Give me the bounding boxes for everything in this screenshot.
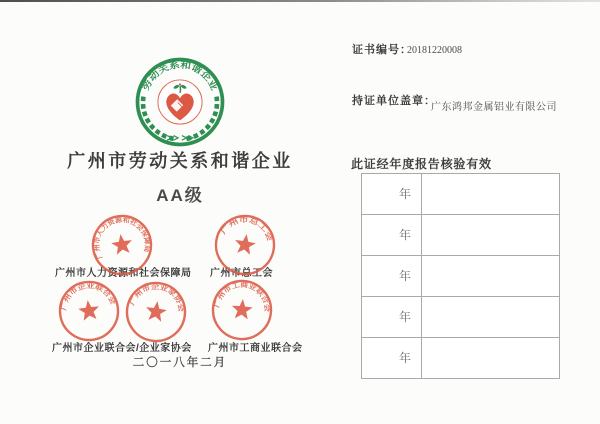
year-cell: 年: [362, 297, 422, 337]
issuer-label-enterprise-assoc: 广州市企业联合会/企业家协会: [52, 343, 192, 354]
year-cell: 年: [362, 174, 422, 214]
svg-text:广州市企业家协会: 广州市企业家协会: [128, 283, 185, 312]
sprout-bud: [179, 83, 181, 85]
verify-table-row: [362, 215, 559, 256]
svg-text:广州市企业联合会: 广州市企业联合会: [60, 282, 116, 312]
seal-federation-of-trade-unions: [208, 208, 281, 281]
verify-table-row: [362, 256, 559, 297]
annual-verify-table: [361, 173, 560, 379]
blank-cell: [422, 297, 559, 337]
sprout-stem: [180, 86, 181, 93]
blank-cell: [422, 256, 559, 296]
year-cell: 年: [362, 215, 422, 255]
certificate-grade: AA级: [156, 186, 204, 205]
verify-table-row: [362, 174, 559, 215]
issuer-label-industry-commerce: 广州市工商业联合会: [208, 343, 303, 354]
annual-verify-title: 此证经年度报告核验有效: [351, 157, 492, 171]
emblem-ring-text: 劳动关系和谐企业: [140, 59, 219, 93]
svg-text:广州市工商业联合会: 广州市工商业联合会: [213, 281, 271, 312]
seal-hr-social-security-bureau: [86, 209, 158, 281]
certificate-title: 广州市劳动关系和谐企业: [67, 151, 293, 171]
blank-cell: [422, 215, 559, 255]
seal-entrepreneurs-association: [120, 276, 192, 348]
verify-table-row: [362, 297, 559, 338]
blank-cell: [422, 338, 559, 378]
issue-date: 二〇一八年二月: [132, 357, 228, 369]
svg-text:广州市总工会: 广州市总工会: [220, 217, 272, 240]
holder-company-name: 广东鸿邦金属铝业有限公司: [431, 102, 557, 113]
blank-cell: [422, 174, 559, 214]
year-cell: 年: [362, 338, 422, 378]
issuer-label-trade-unions: 广州市总工会: [210, 268, 273, 279]
scan-shadow-edge: [0, 0, 600, 2]
year-cell: 年: [362, 256, 422, 296]
verify-table-row: [362, 338, 559, 379]
svg-text:广州市人力资源和社会保障局: 广州市人力资源和社会保障局: [93, 216, 151, 260]
harmonious-labor-relations-emblem: [134, 56, 226, 148]
seal-industry-commerce-federation: [207, 275, 276, 344]
issuer-label-hr-bureau: 广州市人力资源和社会保障局: [55, 268, 192, 279]
holder-stamp-label: 持证单位盖章：: [352, 95, 436, 107]
seal-enterprise-federation: [53, 275, 124, 346]
cert-number-label: 证书编号：: [352, 44, 412, 56]
cert-number-value: 20181220008: [407, 45, 462, 56]
